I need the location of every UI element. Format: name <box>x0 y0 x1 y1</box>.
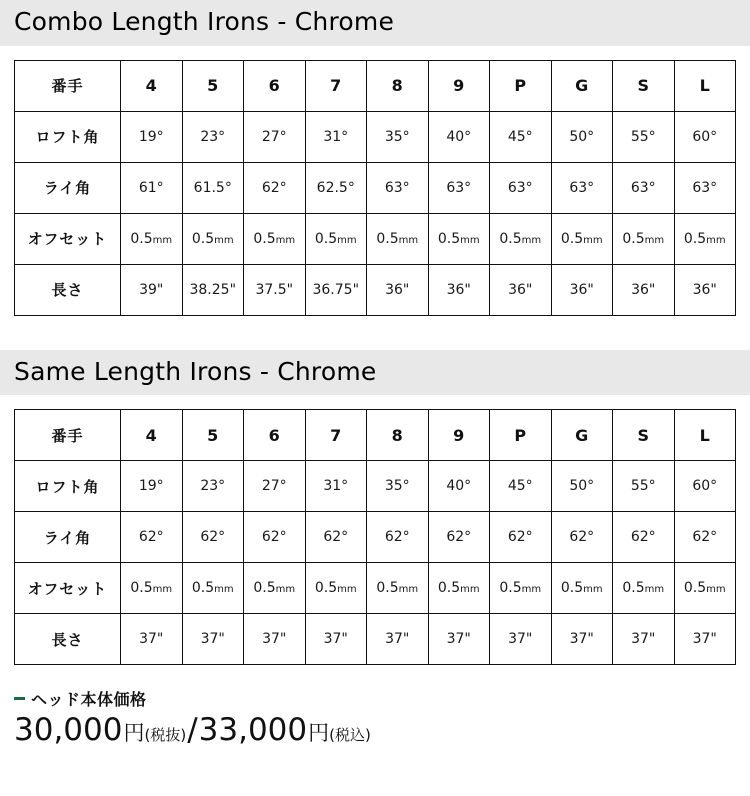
table-cell: 38.25" <box>182 264 244 315</box>
table-cell-text: 0.5mm <box>499 580 542 596</box>
table-cell: 62° <box>613 512 675 563</box>
page-title: Combo Length Irons - Chrome <box>14 7 395 36</box>
table-cell <box>551 213 613 264</box>
column-header-club: P <box>490 410 552 461</box>
table-cell-text: 0.5mm <box>253 580 296 596</box>
table-cell <box>490 213 552 264</box>
column-header-club: P <box>490 60 552 111</box>
price-excl-tax-currency: 円 <box>123 721 145 745</box>
table-cell: 63° <box>367 162 429 213</box>
table-cell: 23° <box>182 111 244 162</box>
table-cell: 27° <box>244 111 306 162</box>
price-incl-tax-note: (税込) <box>329 726 371 744</box>
table-cell: 37" <box>367 614 429 665</box>
table-cell: 19° <box>121 111 183 162</box>
table-cell: 55° <box>613 111 675 162</box>
table-cell: 37.5" <box>244 264 306 315</box>
dash-icon <box>14 697 25 700</box>
table-cell-text: 0.5mm <box>130 580 173 596</box>
table-row <box>15 563 736 614</box>
column-header-club: 7 <box>305 410 367 461</box>
table-cell: 36.75" <box>305 264 367 315</box>
price-incl-tax-amount: 33,000 <box>198 712 308 748</box>
spec-table-combo <box>14 60 736 316</box>
table-cell <box>551 563 613 614</box>
table-cell-text: 0.5mm <box>622 580 665 596</box>
table-cell-text: 0.5mm <box>191 230 234 247</box>
table-cell-text: 0.5mm <box>130 230 173 247</box>
table-cell <box>182 213 244 264</box>
table-cell: 45° <box>490 111 552 162</box>
table-cell: 62.5° <box>305 162 367 213</box>
section-title-bar <box>0 0 750 46</box>
table-cell: 61° <box>121 162 183 213</box>
table-cell: 62° <box>367 512 429 563</box>
table-cell: 31° <box>305 461 367 512</box>
column-header-club: 5 <box>182 410 244 461</box>
table-cell: 36" <box>490 264 552 315</box>
table-cell: 63° <box>428 162 490 213</box>
column-header-club: L <box>674 410 736 461</box>
table-cell: 45° <box>490 461 552 512</box>
table-cell <box>674 213 736 264</box>
column-header-club: 4 <box>121 60 183 111</box>
table-cell: 62° <box>674 512 736 563</box>
table-cell: 62° <box>244 512 306 563</box>
table-cell: 62° <box>305 512 367 563</box>
table-cell: 36" <box>367 264 429 315</box>
row-header-loft: ロフト角 <box>15 461 121 512</box>
table-cell <box>305 213 367 264</box>
table-cell: 62° <box>182 512 244 563</box>
column-header-club: 6 <box>244 410 306 461</box>
section-same-length-irons <box>0 350 750 666</box>
table-cell: 40° <box>428 461 490 512</box>
table-cell: 50° <box>551 111 613 162</box>
table-cell: 37" <box>490 614 552 665</box>
column-header-club: 7 <box>305 60 367 111</box>
table-cell-text: 0.5mm <box>437 230 480 247</box>
table-cell <box>121 213 183 264</box>
table-cell: 61.5° <box>182 162 244 213</box>
column-header-club: 9 <box>428 410 490 461</box>
table-cell-text: 0.5mm <box>683 230 726 247</box>
table-row-header <box>15 60 736 111</box>
table-cell: 40° <box>428 111 490 162</box>
table-cell: 60° <box>674 461 736 512</box>
table-cell: 62° <box>121 512 183 563</box>
table-cell: 37" <box>674 614 736 665</box>
column-header-club: 8 <box>367 410 429 461</box>
table-cell: 23° <box>182 461 244 512</box>
column-header-club: G <box>551 60 613 111</box>
column-header-club: 8 <box>367 60 429 111</box>
table-cell: 35° <box>367 461 429 512</box>
row-header-lie: ライ角 <box>15 512 121 563</box>
column-header-club: 6 <box>244 60 306 111</box>
table-cell-text: 0.5mm <box>622 230 665 247</box>
table-cell: 19° <box>121 461 183 512</box>
row-header-length: 長さ <box>15 614 121 665</box>
column-header-club: L <box>674 60 736 111</box>
table-cell: 36" <box>551 264 613 315</box>
table-cell: 36" <box>428 264 490 315</box>
table-cell-text: 0.5mm <box>499 230 542 247</box>
table-row <box>15 213 736 264</box>
table-cell <box>367 213 429 264</box>
table-cell: 37" <box>305 614 367 665</box>
table-cell-text: 0.5mm <box>560 230 603 247</box>
column-header-club: S <box>613 410 675 461</box>
price-gap <box>0 665 750 687</box>
table-cell: 62° <box>551 512 613 563</box>
price-heading-row <box>14 687 736 710</box>
price-heading-label: ヘッド本体価格 <box>31 690 147 709</box>
table-cell: 63° <box>490 162 552 213</box>
section-title-bar <box>0 350 750 396</box>
price-excl-tax-amount: 30,000 <box>14 712 123 748</box>
table-cell: 62° <box>428 512 490 563</box>
table-row <box>15 162 736 213</box>
price-line <box>14 712 736 748</box>
table-row <box>15 111 736 162</box>
table-cell <box>244 213 306 264</box>
table-cell <box>490 563 552 614</box>
table-cell-text: 0.5mm <box>253 230 296 247</box>
table-cell: 37" <box>182 614 244 665</box>
table-row <box>15 512 736 563</box>
table-cell: 63° <box>613 162 675 213</box>
spec-table-same-length <box>14 409 736 665</box>
table-row-header <box>15 410 736 461</box>
table-row <box>15 461 736 512</box>
table-cell: 27° <box>244 461 306 512</box>
table-cell: 55° <box>613 461 675 512</box>
price-block <box>0 687 750 748</box>
table-cell <box>428 213 490 264</box>
table-cell: 37" <box>428 614 490 665</box>
table-cell <box>674 563 736 614</box>
table-cell <box>305 563 367 614</box>
table-row <box>15 264 736 315</box>
column-header-club: 9 <box>428 60 490 111</box>
section-title: Same Length Irons - Chrome <box>14 356 377 386</box>
table-cell <box>613 213 675 264</box>
table-cell: 31° <box>305 111 367 162</box>
table-cell: 36" <box>674 264 736 315</box>
row-header-loft: ロフト角 <box>15 111 121 162</box>
row-header-length: 長さ <box>15 264 121 315</box>
section-gap <box>0 316 750 350</box>
column-header-club: G <box>551 410 613 461</box>
column-header-club: 5 <box>182 60 244 111</box>
table-row <box>15 614 736 665</box>
table-cell: 37" <box>613 614 675 665</box>
table-cell-text: 0.5mm <box>376 580 419 596</box>
table-cell: 37" <box>121 614 183 665</box>
table-cell <box>182 563 244 614</box>
table-cell-text: 0.5mm <box>376 230 419 247</box>
table-cell: 63° <box>674 162 736 213</box>
table-cell-text: 0.5mm <box>314 230 357 247</box>
table-cell <box>613 563 675 614</box>
price-incl-tax-currency: 円 <box>308 721 330 745</box>
table-cell: 37" <box>551 614 613 665</box>
table-cell: 35° <box>367 111 429 162</box>
row-header-offset: オフセット <box>15 213 121 264</box>
table-cell: 39" <box>121 264 183 315</box>
row-header-club: 番手 <box>15 60 121 111</box>
table-cell <box>428 563 490 614</box>
table-cell: 37" <box>244 614 306 665</box>
table-cell-text: 0.5mm <box>314 580 357 596</box>
table-cell <box>367 563 429 614</box>
table-cell: 36" <box>613 264 675 315</box>
table-cell: 50° <box>551 461 613 512</box>
table-cell-text: 0.5mm <box>560 580 603 596</box>
price-separator: / <box>187 712 198 748</box>
table-cell: 62° <box>244 162 306 213</box>
table-cell-text: 0.5mm <box>437 580 480 596</box>
table-cell-text: 0.5mm <box>683 580 726 596</box>
column-header-club: S <box>613 60 675 111</box>
table-cell-text: 0.5mm <box>191 580 234 596</box>
price-excl-tax-note: (税抜) <box>144 726 187 744</box>
bottom-padding <box>0 748 750 778</box>
row-header-club: 番手 <box>15 410 121 461</box>
column-header-club: 4 <box>121 410 183 461</box>
table-cell: 63° <box>551 162 613 213</box>
row-header-lie: ライ角 <box>15 162 121 213</box>
table-cell: 60° <box>674 111 736 162</box>
row-header-offset: オフセット <box>15 563 121 614</box>
table-cell: 62° <box>490 512 552 563</box>
table-cell <box>121 563 183 614</box>
table-cell <box>244 563 306 614</box>
section-combo-length-irons <box>0 0 750 316</box>
